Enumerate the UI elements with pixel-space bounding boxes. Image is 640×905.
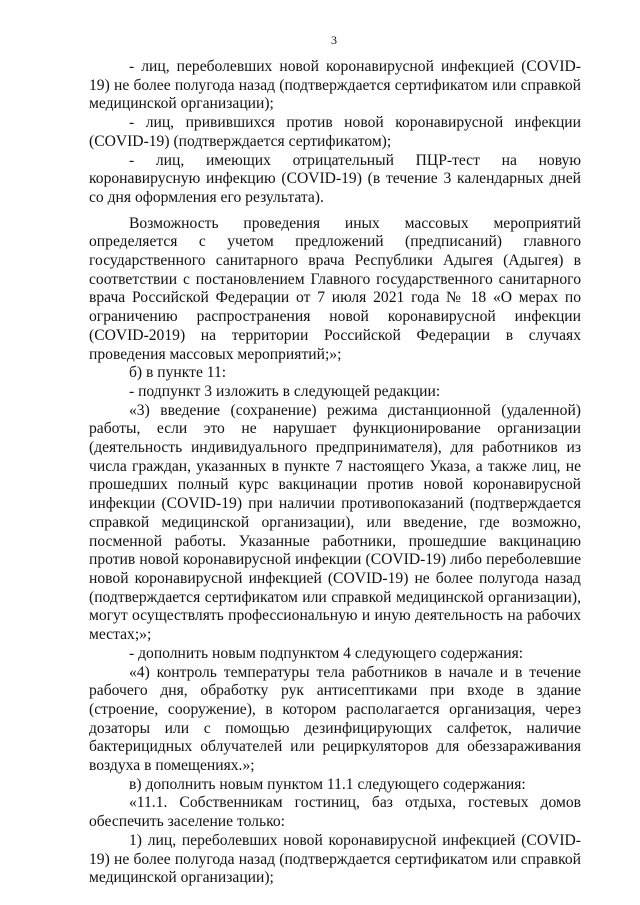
page-number: 3 <box>331 33 337 47</box>
paragraph-point-11-1-text: «11.1. Собственникам гостиниц, баз отдыха, гостевых домов обеспечить заселение только: <box>89 794 581 831</box>
paragraph-point-11-1-intro: в) дополнить новым пунктом 11.1 следующего содержания: <box>129 775 526 793</box>
paragraph-mass-events: Возможность проведения иных массовых мероприятий определяется с учетом предложений (предписаний) главного государственного санитарного врача Республики Адыгея (Адыгея) в соответствии с постановлением Главного государственного санитарного врача Российской Федерации от 7 июля 2021 года № 18 «О мерах по ограничению распространения новой коронавирусной инфекции (COVID-2019) на территории Российской Федерации в случаях проведения массовых мероприятий;»; <box>89 214 581 363</box>
paragraph-vaccinated: - лиц, привившихся против новой коронавирусной инфекции (COVID-19) (подтверждается сертификатом); <box>89 114 581 150</box>
paragraph-covid-recovered: - лиц, переболевших новой коронавирусной инфекцией (COVID-19) не более полугода назад (подтверждается сертификатом или справкой медицинской организации); <box>89 58 581 113</box>
document-body <box>89 58 581 888</box>
paragraph-pcr-test: - лиц, имеющих отрицательный ПЦР-тест на новую коронавирусную инфекцию (COVID-19) (в течение 3 календарных дней со дня оформления его результата). <box>89 151 581 206</box>
paragraph-subpoint-3-intro: - подпункт 3 изложить в следующей редакции: <box>129 382 441 400</box>
paragraph-item-1: 1) лиц, переболевших новой коронавирусной инфекцией (COVID-19) не более полугода назад (подтверждается сертификатом или справкой медицинской организации); <box>89 831 581 887</box>
paragraph-point-11: б) в пункте 11: <box>129 364 227 382</box>
paragraph-subpoint-3-text: «3) введение (сохранение) режима дистанционной (удаленной) работы, если это не нарушает функционирование организации (деятельность индивидуального предпринимателя), для работников из числа граждан, указанных в пункте 7 настоящего Указа, а также лиц, не прошедших полный курс вакцинации против новой коронавирусной инфекции (COVID-19) при наличии противопоказаний (подтверждается справкой медицинской организации), или введение, где возможно, посменной работы. Указанные работники, прошедшие вакцинацию против новой коронавирусной инфекции (COVID-19) либо переболевшие новой коронавирусной инфекцией (COVID-19) не более полугода назад (подтверждается сертификатом или справкой медицинской организации), могут осуществлять профессиональную и иную деятельность на рабочих местах;»; <box>89 401 581 644</box>
paragraph-subpoint-4-intro: - дополнить новым подпунктом 4 следующего содержания: <box>129 644 524 662</box>
paragraph-subpoint-4-text: «4) контроль температуры тела работников в начале и в течение рабочего дня, обработку рук антисептиками при входе в здание (строение, сооружение), в котором располагается организация, через дозаторы или с помощью дезинфицирующих салфеток, наличие бактерицидных облучателей или рециркуляторов для обеззараживания воздуха в помещениях.»; <box>89 663 581 775</box>
